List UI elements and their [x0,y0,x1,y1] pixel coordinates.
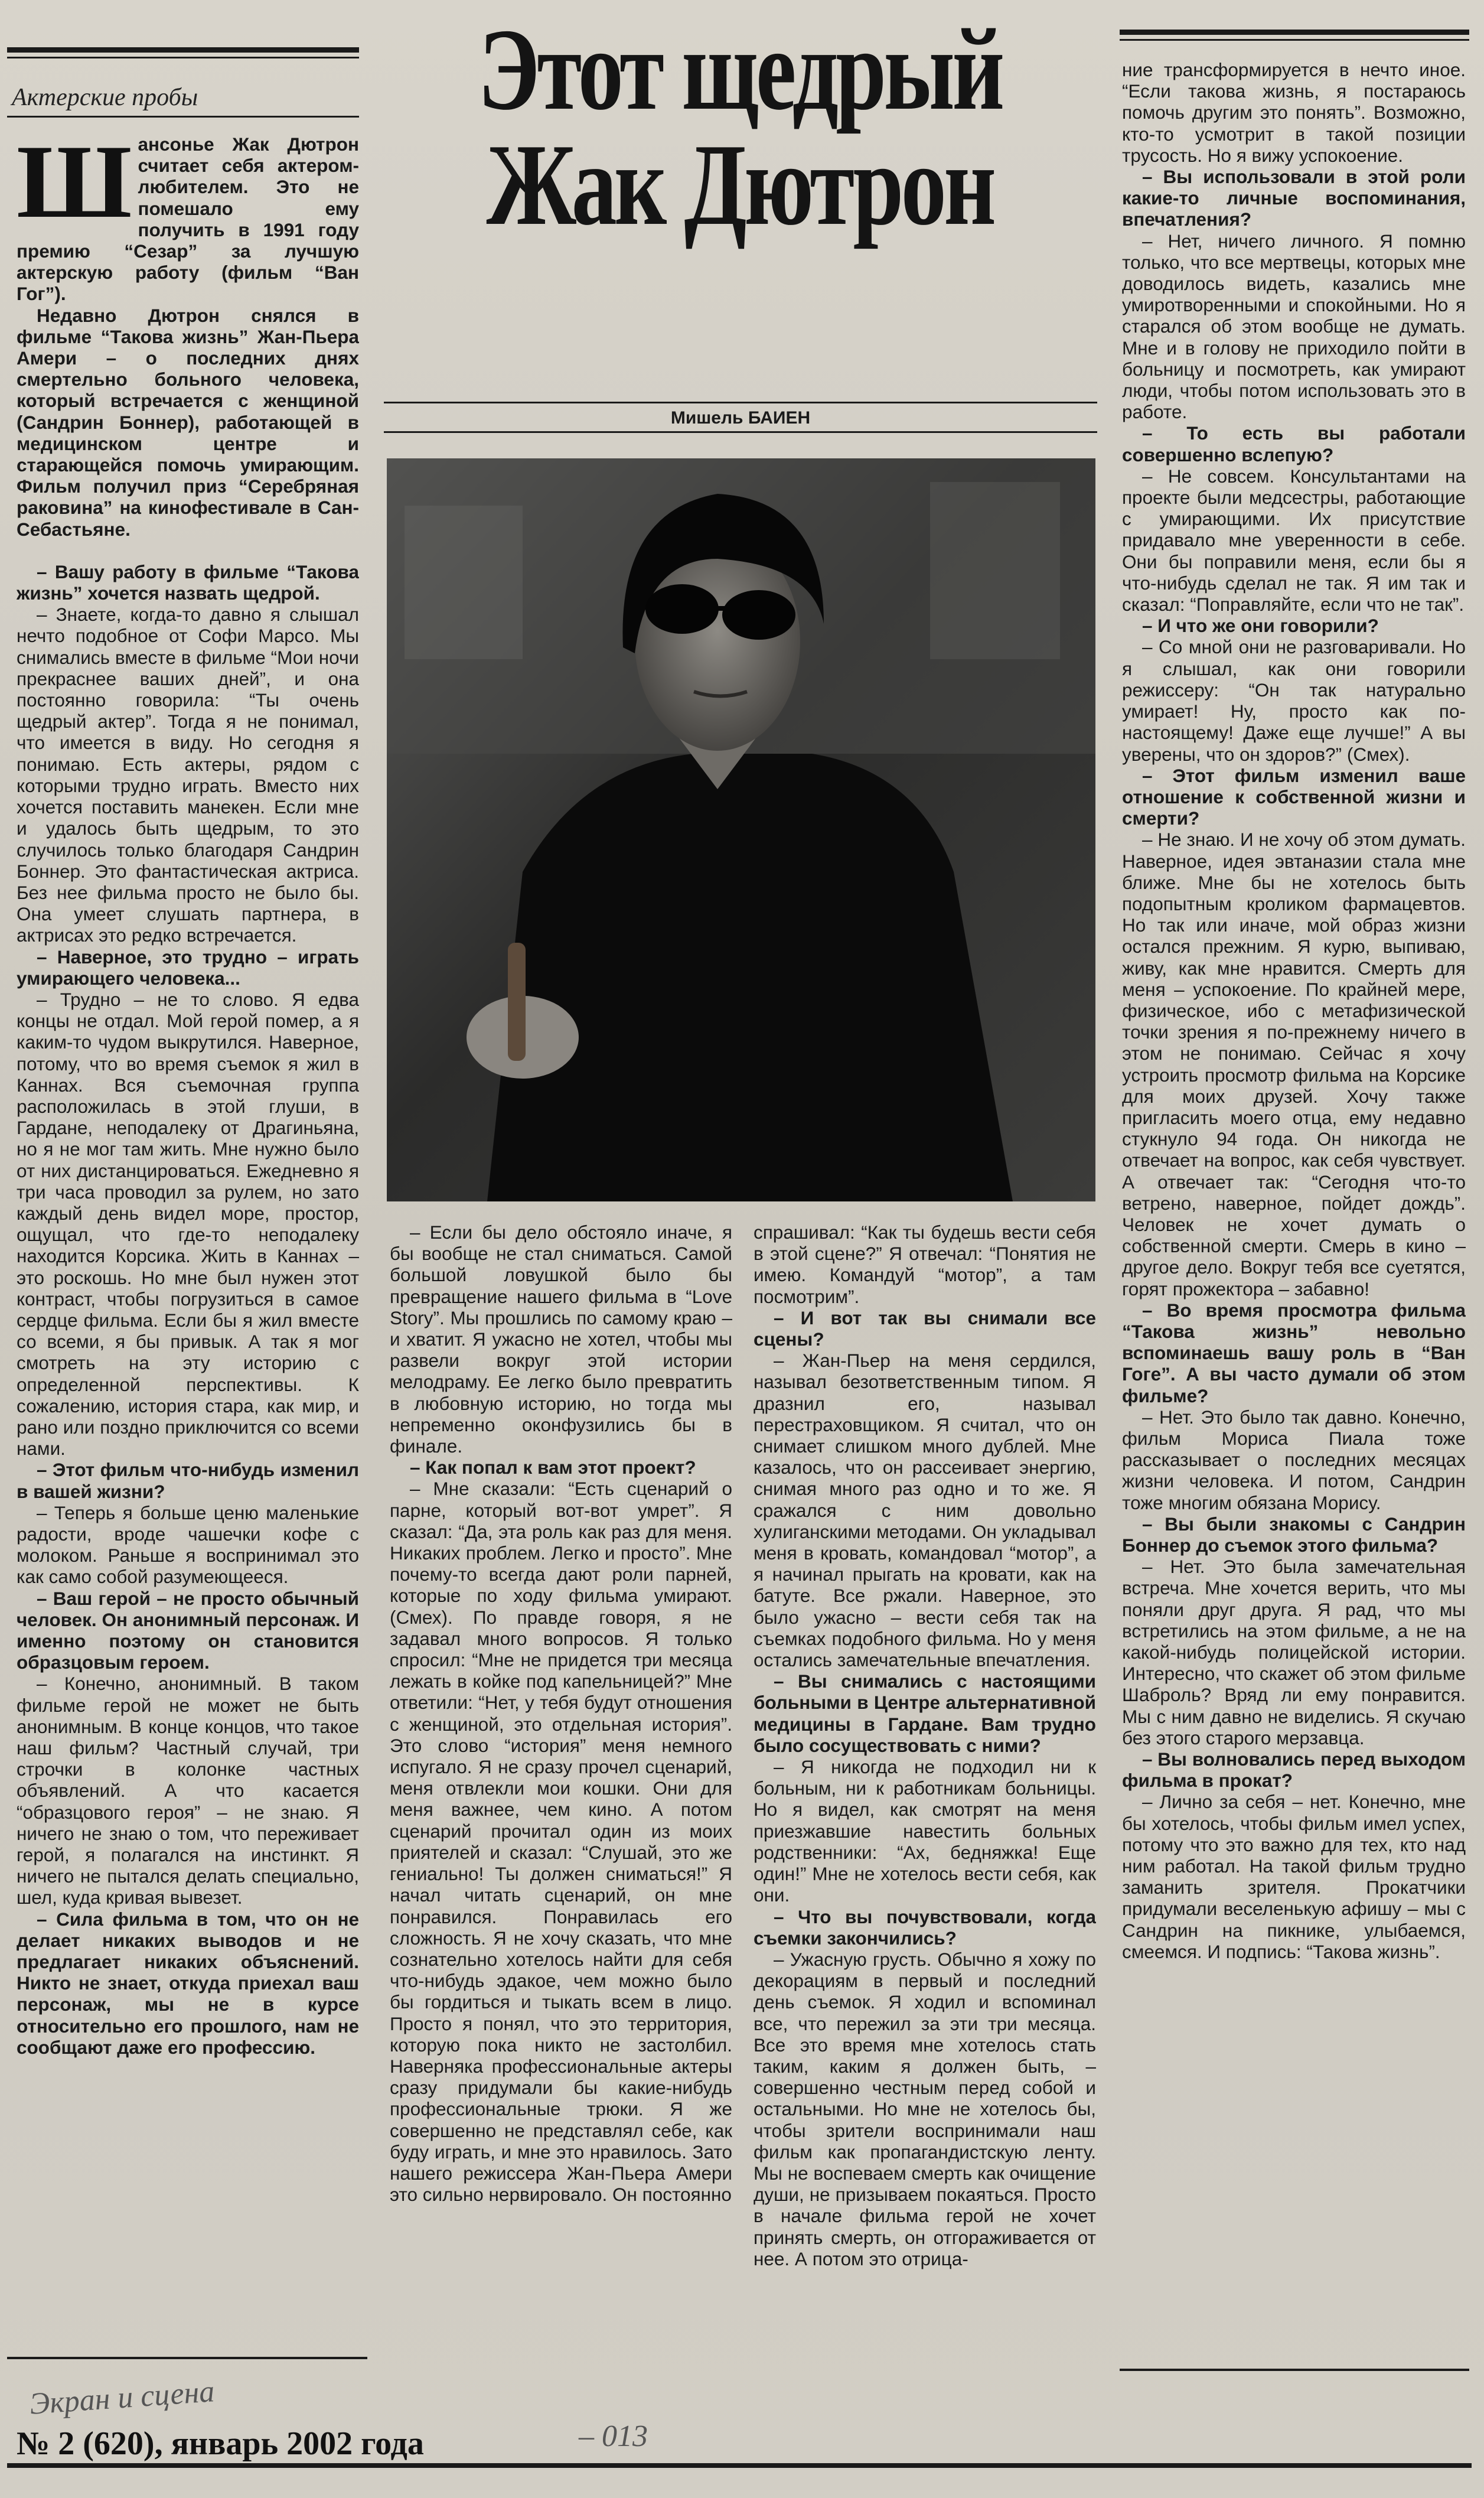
answer-9: – Ужасную грусть. Обычно я хожу по декорациям в первый и последний день съемок. Я ходил и вспоминал все, что пережил за эти три месяца. Все это время мне хотелось стать таким, каким я должен быть, – совершенно честным перед собой и остальными. Но мне не хотелось бы, чтобы зрители воспринимали наш фильм как пропагандистскую ленту. Мы не воспеваем смерть как очищение души, не призываем покаяться. Просто в начале фильма герой не хочет принять смерть, он отгораживается от нее. А потом это отрица- [754,1948,1096,2269]
question-3: – Этот фильм что-нибудь изменил в вашей жизни? [17,1459,359,1502]
top-rule-left [7,47,359,53]
rubric-rule [7,116,359,118]
column-1 [17,133,359,2340]
bottom-rule-left [7,2357,367,2359]
footer-rule [7,2463,1472,2468]
answer-2: – Трудно – не то слово. Я едва концы не отдал. Мой герой помер, а я каким-то чудом выкрутился. Наверное, потому, что во время съемок я жил в Каннах. Вся съемочная группа расположилась в этой глуши, в Гардане, неподалеку от Драгиньяна, но я не мог там жить. Мне нужно было от них дистанцироваться. Ежедневно я три часа проводил за рулем, но зато каждый день видел море, простор, ощущал, что где-то неподалеку находится Корсика. Жить в Каннах – это роскошь. Но мне был нужен этот контраст, чтобы погрузиться в самое сердце фильма. Если бы я жил вместе со всеми, я бы привык. А так я мог смотреть на эту историю с определенной перспективы. К сожалению, история стара, как мир, и рано или поздно приключится со всеми нами. [17,988,359,1460]
column-4 [1122,59,1466,2363]
answer-9-continued: ние трансформируется в нечто иное. “Если такова жизнь, я постараюсь помочь другим это понять”. Возможно, кто-то усмотрит в такой позиции трусость. Но я вижу успокоение. [1122,59,1466,166]
article-title: Этот щедрый Жак Дютрон [478,5,1002,249]
handwritten-note: Экран и сцена [28,2375,216,2421]
answer-6-continued: спрашивал: “Как ты будешь вести себя в этой сцене?” Я отвечал: “Понятия не имею. Командуй “мотор”, а там посмотрим”. [754,1222,1096,1307]
portrait-photo-graphic [387,458,1095,1201]
drop-cap: Ш [17,133,132,240]
handwritten-number: – 013 [579,2419,648,2453]
answer-1: – Знаете, когда-то давно я слышал нечто подобное от Софи Марсо. Мы снимались вместе в фильме “Мои ночи прекраснее ваших дней”, и она постоянно говорила: “Ты очень щедрый актер”. Тогда я не понимал, что имеется в виду. Но сегодня я понимаю. Есть актеры, рядом с которыми трудно играть. Вместо них хочется поставить манекен. Если мне и удалось быть щедрым, то это случилось только благодаря Сандрин Боннер. Это фантастическая актриса. Без нее фильма просто не было бы. Она умеет слушать партнера, в актрисах это редко встречается. [17,604,359,946]
top-rule-right-thin [1120,39,1469,41]
bottom-rule-right [1120,2369,1469,2371]
question-6: – Как попал к вам этот проект? [410,1457,696,1478]
byline-rule-top [384,402,1097,403]
question-5: – Сила фильма в том, что он не делает никаких выводов и не предлагает никаких объяснений. Никто не знает, откуда приехал ваш персонаж, мы не в курсе относительно его прошлого, нам не сообщают даже его профессию. [17,1908,359,2058]
answer-4: – Конечно, анонимный. В таком фильме герой не может не быть анонимным. В конце концов, что такое наш фильм? Частный случай, три строчки в колонке частных объявлений. А что касается “образцового героя” – не знаю. Я ничего не знаю о том, что переживает герой, я полагался на инстинкт. Я ничего не пытался делать специально, шел, куда кривая вывезет. [17,1673,359,1908]
answer-14: – Нет. Это было так давно. Конечно, фильм Мориса Пиала тоже рассказывает о последних месяцах жизни человека. И потом, Сандрин тоже многим обязана Морису. [1122,1406,1466,1513]
column-3 [754,1222,1096,2367]
answer-3: – Теперь я больше ценю маленькие радости, вроде чашечки кофе с молоком. Раньше я воспринимал это как само собой разумеющееся. [17,1502,359,1588]
lead-paragraph-1: ансонье Жак Дютрон считает себя актером-любителем. Это не помешало ему получить в 1991 году премию “Сезар” за лучшую актерскую работу (фильм “Ван Гог”). [17,133,359,305]
question-7: – И вот так вы снимали все сцены? [754,1307,1096,1350]
top-rule-right [1120,30,1469,35]
column-2 [390,1222,732,2367]
portrait-photo [387,458,1095,1201]
answer-12: – Со мной они не разговаривали. Но я слышал, как они говорили режиссеру: “Он так натурально умирает! Ну, просто как по-настоящему! Даже еще лучше!” А вы уверены, что он здоров?” (Смех). [1122,636,1466,765]
answer-16: – Лично за себя – нет. Конечно, мне бы хотелось, чтобы фильм имел успех, потому что это важно для тех, кто над ним работал. На такой фильм трудно заманить зрителя. Прокатчики придумали веселенькую афишу – мы с Сандрин на пикнике, улыбаемся, смеемся. И подпись: “Такова жизнь”. [1122,1791,1466,1962]
answer-6: – Мне сказали: “Есть сценарий о парне, который вот-вот умрет”. Я сказал: “Да, эта роль как раз для меня. Никаких проблем. Легко и просто”. Мне почему-то всегда дают роли парней, которые по ходу фильма умирают. (Смех). По правде говоря, я не задавал много вопросов. Я только спросил: “Мне не придется три месяца лежать в койке под капельницей?” Мне ответили: “Нет, у тебя будут отношения с женщиной, это отдельная история”. Это слово “история” меня немного испугало. Я не сразу прочел сценарий, меня отвлекли мои кошки. Они для меня важнее, чем кино. А потом сценарий прочитал один из моих приятелей и сказал: “Слушай, это же гениально! Ты должен сниматься!” Я начал читать сценарий, он мне понравился. Понравилась его сложность. Я не хочу сказать, что мне сознательно хотелось найти для себя что-нибудь эдакое, чем можно было бы гордиться и тыкать всем в лицо. Просто я понял, что это территория, которую пока никто не застолбил. Наверняка профессиональные актеры сразу придумали бы какие-нибудь профессиональные трюки. Я же совершенно не представлял себе, как буду играть, и мне это нравилось. Зато нашего режиссера Жан-Пьера Амери это сильно нервировало. Он постоянно [390,1478,732,2206]
question-10: – Вы использовали в этой роли какие-то личные воспоминания, впечатления? [1122,166,1466,230]
question-13: – Этот фильм изменил ваше отношение к собственной жизни и смерти? [1122,764,1466,829]
rubric-label: Актерские пробы [12,84,198,111]
question-2: – Наверное, это трудно – играть умирающего человека... [17,946,359,989]
question-16: – Вы волновались перед выходом фильма в прокат? [1122,1748,1466,1792]
question-15: – Вы были знакомы с Сандрин Боннер до съемок этого фильма? [1122,1513,1466,1556]
question-14: – Во время просмотра фильма “Такова жизнь” невольно вспоминаешь вашу роль в “Ван Гоге”. А вы часто думали об этом фильме? [1122,1299,1466,1406]
answer-5: – Если бы дело обстояло иначе, я бы вообще не стал сниматься. Самой большой ловушкой было бы превращение нашего фильма в “Love Story”. Мы прошлись по самому краю – и хватит. Я ужасно не хотел, чтобы мы развели вокруг этой истории мелодраму. Ее легко было превратить в любовную историю, но тогда мы непременно оконфузились бы в финале. [390,1222,732,1457]
answer-10: – Нет, ничего личного. Я помню только, что все мертвецы, которых мне доводилось видеть, казались мне умиротворенными и спокойными. Но я старался об этом вообще не думать. Мне и в голову не приходило пойти в больницу и посмотреть, как умирают люди, чтобы потом использовать это в работе. [1122,230,1466,423]
top-rule-left-thin [7,57,359,58]
question-8: – Вы снимались с настоящими больными в Центре альтернативной медицины в Гардане. Вам трудно было сосуществовать с ними? [754,1670,1096,1756]
answer-8: – Я никогда не подходил ни к больным, ни к работникам больницы. Но я видел, как смотрят на меня приезжавшие навестить больных родственники: “Ах, бедняжка! Еще один!” Мне не хотелось вести себя, как они. [754,1756,1096,1906]
answer-7: – Жан-Пьер на меня сердился, называл безответственным типом. Я дразнил его, называл перестраховщиком. Я считал, что он снимает слишком много дублей. Мне казалось, что он рассеивает энергию, снимая много раз одно и то же. Я сражался с ним довольно хулиганскими методами. Он укладывал меня в кровать, командовал “мотор”, а я начинал прыгать на кровати, как на батуте. Все ржали. Наверное, это было ужасно – вести себя так на съемках подобного фильма. Но у меня остались замечательные впечатления. [754,1350,1096,1671]
issue-footer: № 2 (620), январь 2002 года [17,2425,424,2462]
question-9: – Что вы почувствовали, когда съемки закончились? [754,1906,1096,1949]
answer-15: – Нет. Это была замечательная встреча. Мне хочется верить, что мы поняли друг друга. Я рад, что мы встретились на этом фильме, а не на какой-нибудь полицейской истории. Интересно, что скажет об этом фильме Шаброль? Вряд ли ему понравится. Мы с ним давно не виделись. Я скучаю без этого старого мерзавца. [1122,1556,1466,1748]
question-4: – Ваш герой – не просто обычный человек. Он анонимный персонаж. И именно поэтому он становится образцовым героем. [17,1587,359,1673]
article-byline: Мишель БАИЕН [670,408,811,428]
question-1: – Вашу работу в фильме “Такова жизнь” хочется назвать щедрой. [17,561,359,604]
answer-13: – Не знаю. И не хочу об этом думать. Наверное, идея эвтаназии стала мне ближе. Мне бы не хотелось быть подопытным кроликом фармацевтов. Но так или иначе, мой образ жизни остался прежним. Я курю, выпиваю, живу, как мне нравится. Смерть для меня – успокоение. По крайней мере, физическое, ибо с метафизической точки зрения я по-прежнему ничего в этом не понимаю. Сейчас я хочу устроить просмотр фильма на Корсике для моих друзей. Хочу также пригласить моего отца, ему недавно стукнуло 94 года. Он никогда не отвечает на вопрос, как себя чувствует. А отвечает так: “Сегодня что-то ветрено, наверное, пойдет дождь”. Человек не хочет думать о собственной смерти. Смерь в кино – другое дело. Вокруг тебя все суетятся, горят прожектора – забавно! [1122,829,1466,1300]
question-12: – И что же они говорили? [1142,615,1379,637]
answer-11: – Не совсем. Консультантами на проекте были медсестры, работающие с умирающими. Их присутствие придавало мне уверенности в себе. Они бы поправили меня, если бы я что-нибудь сделал не так. Я им так и сказал: “Поправляйте, если что не так”. [1122,465,1466,615]
question-11: – То есть вы работали совершенно вслепую? [1122,422,1466,465]
lead-paragraph-2: Недавно Дютрон снялся в фильме “Такова жизнь” Жан-Пьера Амери – о последних днях смертельно больного человека, который встречается с женщиной (Сандрин Боннер), работающей в медицинском центре и старающейся помочь умирающим. Фильм получил приз “Серебряная раковина” на кинофестивале в Сан-Себастьяне. [17,304,359,540]
byline-rule-bottom [384,431,1097,433]
